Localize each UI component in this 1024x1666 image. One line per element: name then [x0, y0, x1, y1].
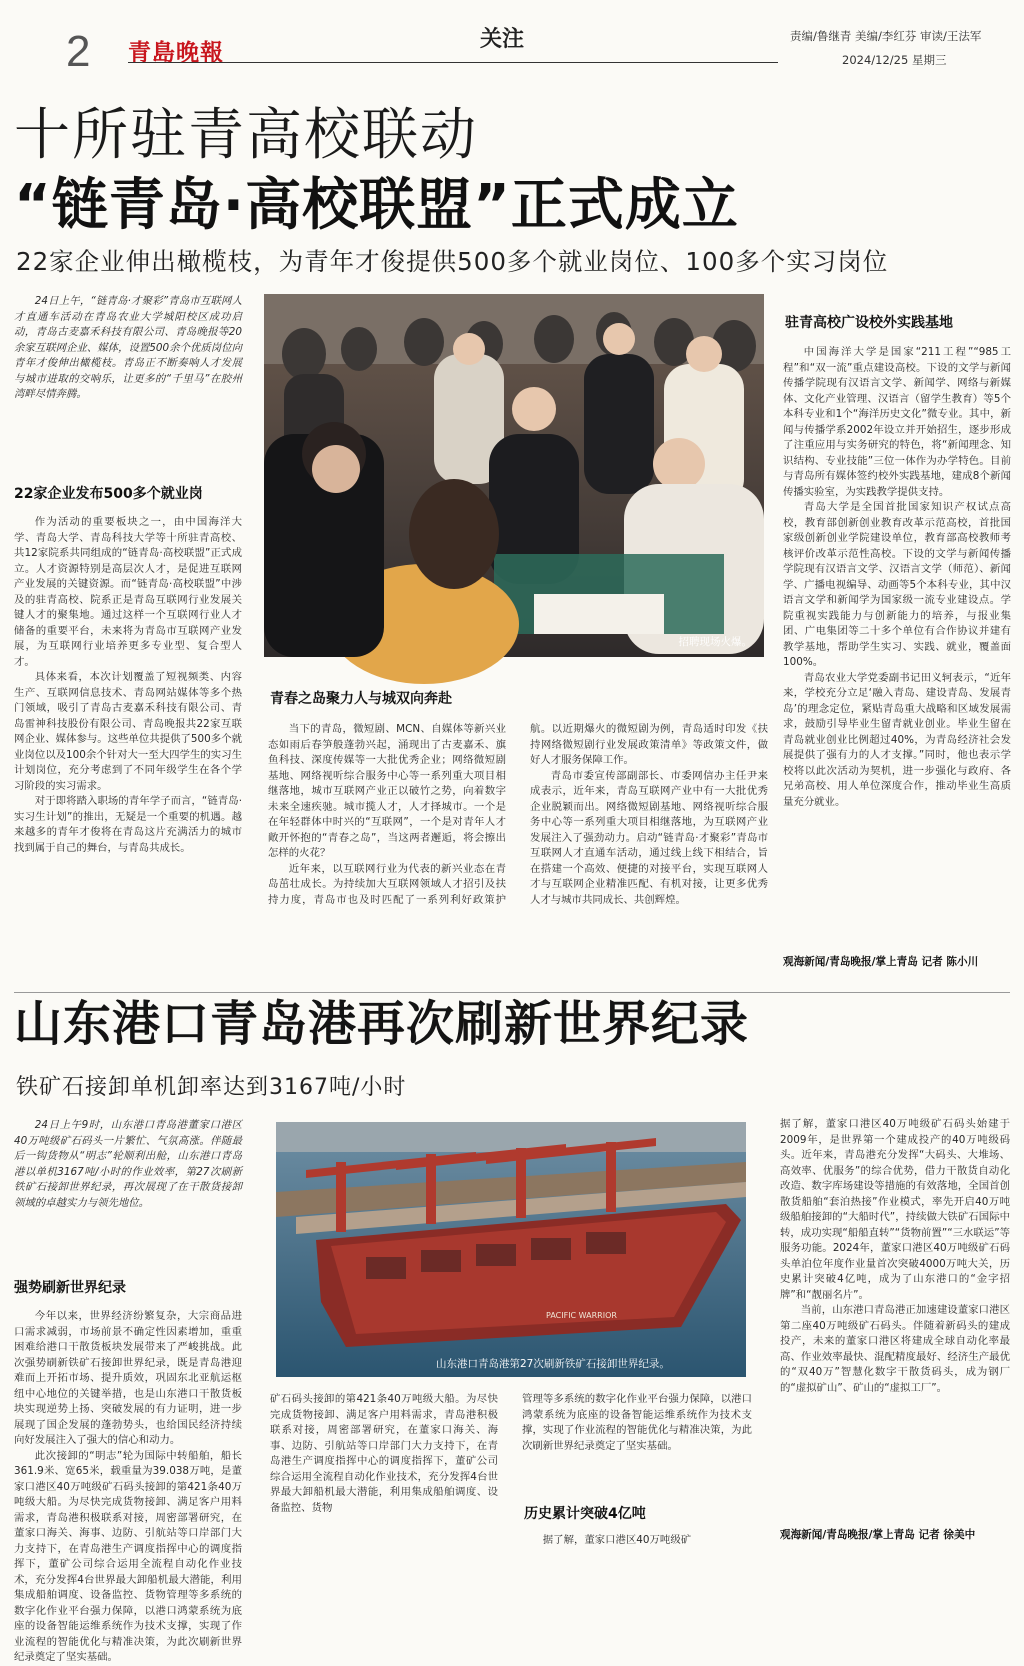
- paragraph: 据了解，董家口港区40万吨级矿: [542, 1534, 692, 1546]
- page-number: 2: [66, 27, 91, 76]
- article2-column-left: [14, 1309, 242, 1663]
- header-rule: [128, 62, 778, 63]
- article1-lead: [14, 294, 242, 454]
- paragraph-continued: 矿石码头接卸的第421条40万吨级大船。为尽快完成货物接卸、满足客户用料需求，青岛港积极联系对接，周密部署研究，在董家口海关、海事、边防、引航站等口岸部门大力支持下，在青岛港生产调度指挥中心的调度指挥下，董矿公司综合运用全流程自动化作业技术，充分发挥4台世界最大卸船机最大潜能，利用集成船舶调度、设备监控、货物: [270, 1393, 498, 1514]
- ship-name: PACIFIC WARRIOR: [546, 1311, 617, 1320]
- port-aerial-illustration: [276, 1122, 746, 1377]
- article2-byline: 观海新闻/青岛晚报/掌上青岛 记者 徐美中: [780, 1529, 976, 1541]
- article1-subhead-jobs: 22家企业发布500多个就业岗: [14, 486, 203, 502]
- article1-column-right: [783, 345, 1011, 963]
- article2-column-middle-3: [522, 1533, 752, 1567]
- article2-column-right: [780, 1117, 1010, 1527]
- paragraph-continued: 管理等多系统的数字化作业平台强力保障，以港口鸿蒙系统为底座的设备智能运维系统作为技术支撑，实现了作业流程的智能优化与精准决策，为此次刷新世界纪录奠定了坚实基础。: [522, 1393, 752, 1452]
- paragraph: 今年以来，世界经济纷繁复杂，大宗商品进口需求减弱，市场前景不确定性因素增加，重重困难给港口干散货板块发展带来了严峻挑战。此次强势刷新铁矿石接卸世界纪录，既是青岛港迎难而上开拓市场、提升质效，巩固东北亚航运枢纽中心地位的关键举措，也是山东港口干散货板块实现逆势上扬、突破发展的有力证明，进一步展现了国企发展的蓬勃势头，也给国民经济持续向好发展注入了强大的信心和动力。: [14, 1310, 242, 1446]
- article2-headline: 山东港口青岛港再次刷新世界纪录: [14, 996, 750, 1052]
- publication-date: 2024/12/25 星期三: [842, 53, 947, 67]
- paragraph: 据了解，董家口港区40万吨级矿石码头始建于2009年，是世界第一个建成投产的40万吨级码头。近年来，青岛港充分发挥“大码头、大堆场、高效率、优服务”的综合优势，借力干散货自动化改造、数字库场建设等措施的有效落地，全国首创散货船舶“套泊热接”作业模式，率先开启40万吨级船舶接卸的“大船时代”，持续做大铁矿石国际中转，成功实现“船船直转”“货物前置”“三水联运”等服务功能。2024年，董家口港区40万吨级矿石码头单泊位年度作业量首次突破4000万吨大关，历史累计突破4亿吨，成为了山东港口的“金字招牌”和“靓丽名片”。: [780, 1118, 1010, 1301]
- job-fair-photo: [264, 294, 764, 657]
- paragraph: 当前，山东港口青岛港正加速建设董家口港区第二座40万吨级矿石码头。伴随着新码头的建成投产，未来的董家口港区将建成全球自动化率最高、作业效率最快、混配精度最好、经济生产最优的“双40万”智慧化数字干散货码头，成为钢厂的“虚拟矿山”、矿山的“虚拟工厂”。: [780, 1304, 1010, 1394]
- article1-subtitle: 22家企业伸出橄榄枝，为青年才俊提供500多个就业岗位、100多个实习岗位: [16, 247, 889, 276]
- paragraph: 作为活动的重要板块之一，由中国海洋大学、青岛大学、青岛科技大学等十所驻青高校、共12家院系共同组成的“链青岛·高校联盟”正式成立。人才资源特别是高层次人才，是促进互联网产业发展的关键资源。而“链青岛·高校联盟”中涉及的驻青高校、院系正是青岛互联网行业发展关键人才的聚集地。通过这样一个互联网行业人才储备的重要平台，未来将为青岛市互联网产业发展，为互联网行业培养更多专业型、复合型人才。: [14, 516, 242, 668]
- editor-credits: 责编/鲁继青 美编/李红芬 审读/王法军: [790, 29, 982, 43]
- paragraph: 近年来，以互联网行业为代表的新兴业态在青岛茁壮成长。为持续加大互联网领域人才招引及扶持力度，青岛市也及时匹配了一系列利好政策护航。以近期爆火的微短剧为例，青岛适时印发《扶持网络微短剧行业发展政策清单》等政策文件，做好人才服务保障工作。: [268, 723, 768, 906]
- photo1-caption: 招聘现场火爆。: [678, 636, 752, 648]
- article1-column-middle: [268, 722, 768, 987]
- lead-paragraph: 24日上午，“链青岛·才聚彩”青岛市互联网人才直通车活动在青岛农业大学城阳校区成功启动，青岛古麦嘉禾科技有限公司、青岛晚报等20余家互联网企业、媒体，设置500余个优质岗位向青年才俊伸出橄榄枝。青岛正不断奏响人才发展与城市进取的交响乐，让更多的“千里马”在胶州湾畔尽情奔腾。: [14, 295, 242, 400]
- article2-subhead-record: 强势刷新世界纪录: [14, 1280, 126, 1296]
- article2-lead: [14, 1118, 242, 1258]
- article2-subtitle: 铁矿石接卸单机卸率达到3167吨/小时: [16, 1075, 407, 1100]
- paragraph: 中国海洋大学是国家“211工程”“985工程”和“双一流”重点建设高校。下设的文学与新闻传播学院现有汉语言文学、新闻学、网络与新媒体、文化产业管理、汉语言（留学生教育）等5个本科专业和1个“海洋历史文化”微专业。其中，新闻与传播学系2002年设立并开始招生，逐步形成了注重应用与实务研究的特色，将“新闻理念、知识结构、专业技能”三位一体作为办学特色。目前与青岛所有媒体签约校外实践基地，建成8个新闻传播实验室，为实践教学提供支持。: [783, 346, 1011, 498]
- paragraph: 当下的青岛，微短剧、MCN、自媒体等新兴业态如雨后春笋般蓬勃兴起，涌现出了古麦嘉禾、旗鱼科技、深度传媒等一大批优秀企业；网络微短剧基地、网络视听综合服务中心等一系列重大项目相继落地，城市互联网产业正以破竹之势，向着数字未来全速疾驰。城市揽人才，人才择城市。一个是在年轻群体中时兴的“互联网”，一个是对青年人才敞开怀抱的“青春之岛”，当这两者邂逅，将会擦出怎样的火花？: [268, 723, 506, 859]
- paragraph: 对于即将踏入职场的青年学子而言，“链青岛·实习生计划”的推出，无疑是一个重要的机遇。越来越多的青年才俊将在青岛这片充满活力的城市找到属于自己的舞台，与青岛共成长。: [14, 795, 242, 854]
- article-separator: [14, 992, 1010, 993]
- photo2-caption: 山东港口青岛港第27次刷新铁矿石接卸世界纪录。: [436, 1358, 670, 1370]
- article1-headline-line1: 十所驻青高校联动: [14, 103, 478, 168]
- article1-subhead-youth-island: 青春之岛聚力人与城双向奔赴: [270, 691, 452, 707]
- section-title: 关注: [480, 27, 525, 52]
- paragraph: 青岛市委宣传部副部长、市委网信办主任尹来成表示，近年来，青岛互联网产业中有一大批优秀企业脱颖而出。网络微短剧基地、网络视听综合服务中心等一系列重大项目相继落地，为互联网产业发展注入了强劲动力。启动“链青岛·才聚彩”青岛市互联网人才直通车活动，通过线上线下相结合，旨在搭建一个高效、便捷的对接平台，实现互联网人才与互联网企业精准匹配、有机对接，让更多优秀人才与城市共同成长、共创辉煌。: [530, 769, 768, 906]
- paragraph: 具体来看，本次计划覆盖了短视频类、内容生产、互联网信息技术、青岛网站媒体等多个热门领域，吸引了青岛古麦嘉禾科技有限公司、青岛雷神科技股份有限公司、青岛晚报共22家互联网企业、媒体参与。这些单位共提供了500多个就业岗位以及100余个针对大一至大四学生的实习生计划岗位，充分考虑到了不同年级学生在各个学习阶段的实习需求。: [14, 671, 242, 792]
- article1-subhead-practice-bases: 驻青高校广设校外实践基地: [785, 315, 953, 331]
- article2-column-middle-1: [270, 1392, 498, 1567]
- paragraph: 青岛大学是全国首批国家知识产权试点高校，教育部创新创业教育改革示范高校，首批国家级创新创业学院建设单位，教育部高校教师考核评价改革示范性高校。下设的文学与新闻传播学院现有汉语言文学、汉语言文学（师范）、新闻学、广播电视编导、动画等5个本科专业，其中汉语言文学和新闻学为国家级一流专业建设点。学院重视实践能力与创新能力的培养，与报业集团、广电集团等二十多个单位有合作协议并建有教学基地，帮助学生实习、实践、就业，覆盖面100%。: [783, 501, 1011, 668]
- article2-subhead-cumulative: 历史累计突破4亿吨: [524, 1506, 646, 1522]
- article1-column-left: [14, 515, 242, 985]
- article1-byline: 观海新闻/青岛晚报/掌上青岛 记者 陈小川: [783, 956, 979, 968]
- lead-paragraph: 24日上午9时，山东港口青岛港董家口港区40万吨级矿石码头一片繁忙、气氛高涨。伴随最后一钩货物从“明志”轮顺利出舱，山东港口青岛港以单机3167吨/小时的作业效率，第27次刷新铁矿石接卸世界纪录，再次展现了在干散货接卸领域的卓越实力与领先地位。: [14, 1119, 242, 1209]
- port-photo: [276, 1122, 746, 1377]
- article1-headline-line2: “链青岛·高校联盟”正式成立: [14, 173, 739, 238]
- article2-column-middle-2: [522, 1392, 752, 1490]
- newspaper-logo: 青島晚報: [128, 39, 224, 66]
- job-fair-illustration: [264, 294, 764, 657]
- paragraph: 青岛农业大学党委副书记田义轲表示，“近年来，学校充分立足‘融入青岛、建设青岛、发展青岛’的理念定位，紧贴青岛重大战略和区域发展需求，鼓励引导毕业生留青就业创业。毕业生留在青岛就业创业比例超过40%，为青岛经济社会发展提供了强有力的人才支撑。”同时，他也表示学校将以此次活动为契机，进一步强化与政府、各兄弟高校、用人单位深度合作，推动毕业生高质量充分就业。: [783, 671, 1011, 808]
- paragraph: 此次接卸的“明志”轮为国际中转船舶，船长361.9米、宽65米，载重量为39.038万吨，是董家口港区40万吨级矿石码头接卸的第421条40万吨级大船。为尽快完成货物接卸、满足客户用料需求，青岛港积极联系对接，周密部署研究，在董家口海关、海事、边防、引航站等口岸部门大力支持下，在青岛港生产调度指挥中心的调度指挥下，董矿公司综合运用全流程自动化作业技术，充分发挥4台世界最大卸船机最大潜能，利用集成船舶调度、设备监控、货物管理等多系统的数字化作业平台强力保障，以港口鸿蒙系统为底座的设备智能运维系统作为技术支撑，实现了作业流程的智能优化与精准决策，为此次刷新世界纪录奠定了坚实基础。: [14, 1449, 242, 1663]
